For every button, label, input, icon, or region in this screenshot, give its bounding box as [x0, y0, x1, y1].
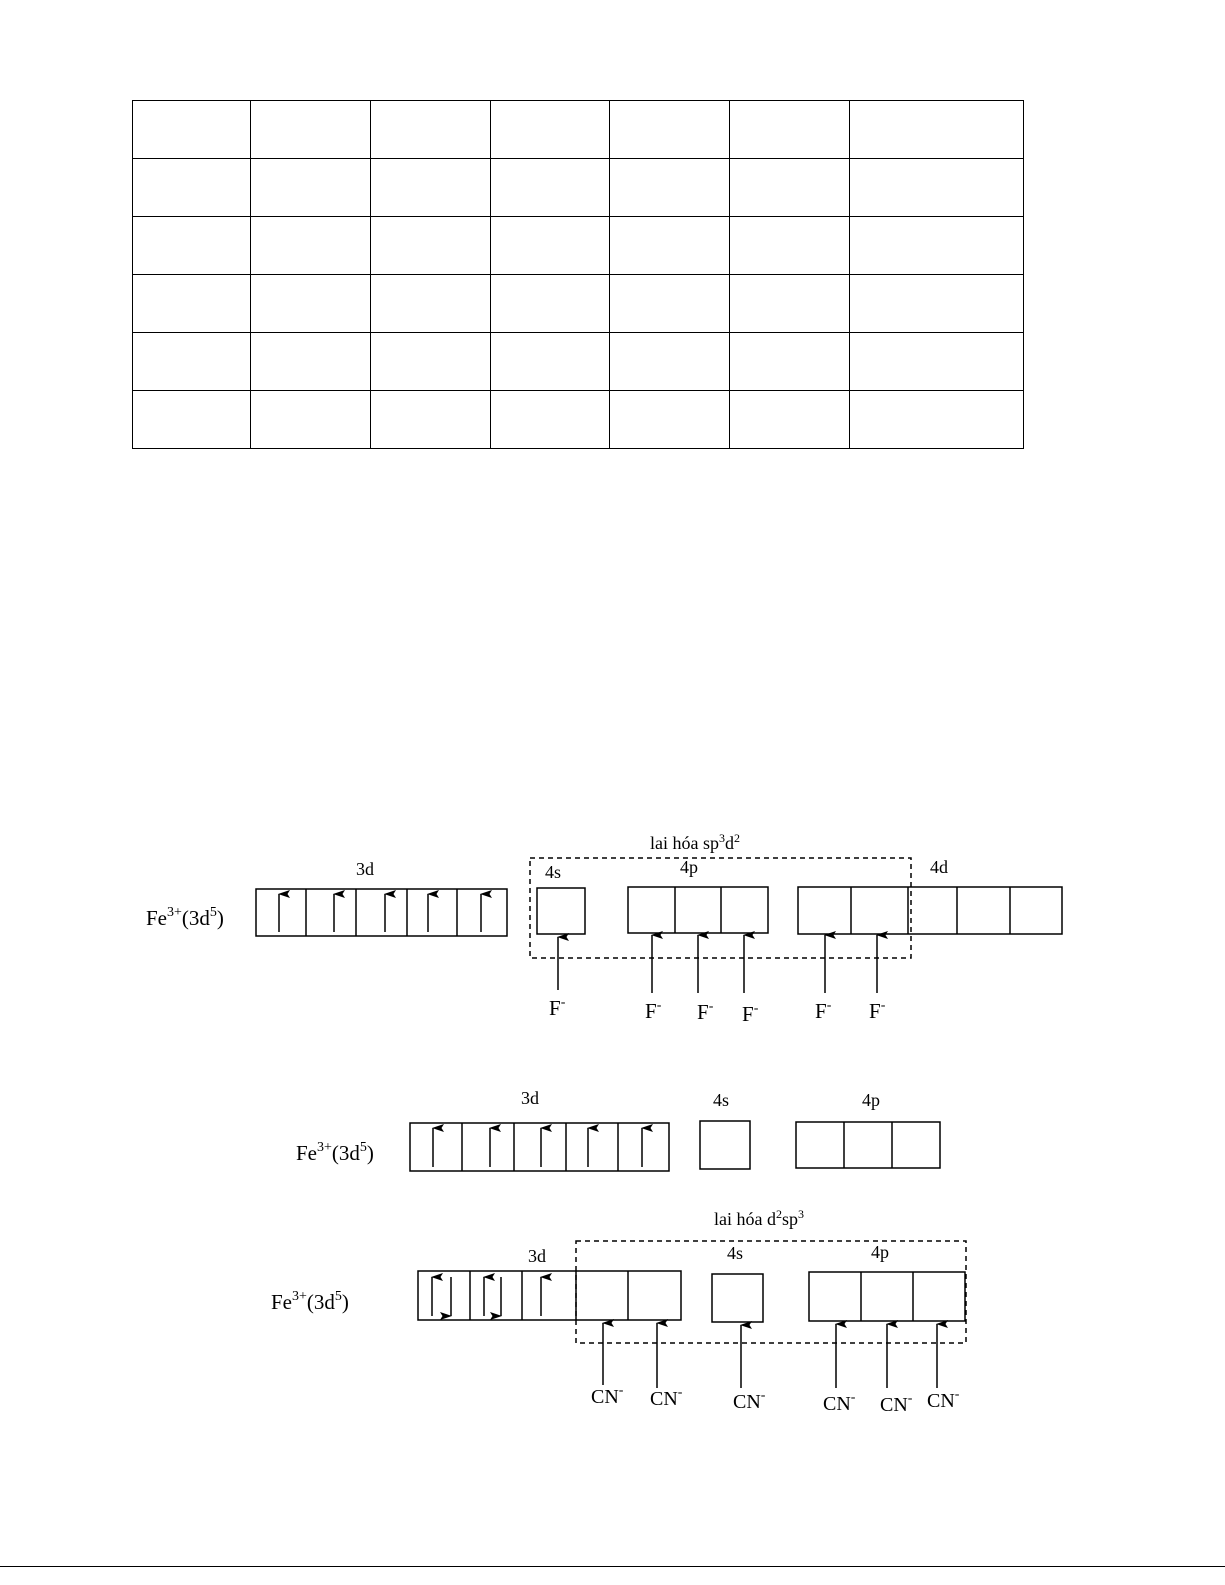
fe-free-4p-boxes [796, 1122, 940, 1168]
orbital-box-group [256, 889, 507, 936]
fe-free-3d-label: 3d [521, 1088, 539, 1108]
fe-f-3d-label: 3d [356, 859, 374, 879]
orbital-box-group [798, 887, 1062, 934]
ligand-label: CN- [823, 1390, 856, 1415]
ligand-label: F- [815, 998, 832, 1023]
fe-cn-4s-box [712, 1274, 763, 1322]
fe-free-3d-boxes [410, 1123, 669, 1171]
fe-f-4s-box [537, 888, 585, 934]
ligand-label: F- [549, 995, 566, 1020]
orbital-box-group [809, 1272, 965, 1321]
fe-cn-4p-label: 4p [871, 1242, 889, 1262]
fe-f-4p-boxes [628, 887, 768, 933]
ligand-label: CN- [591, 1383, 624, 1408]
fe-f-4p-label: 4p [680, 857, 698, 877]
ligand-label: F- [645, 998, 662, 1023]
ligand-label: F- [697, 999, 714, 1024]
ligand-label: F- [742, 1001, 759, 1026]
orbital-box-group [410, 1123, 669, 1171]
fe-f-ion-label: $Fe^{3+}(3d^5)$ [146, 905, 224, 930]
fe-cn-hybrid-region [576, 1241, 966, 1343]
fe-f-3d-boxes [256, 889, 507, 936]
fe-free-4s-label: 4s [713, 1090, 730, 1110]
ligand-label: CN- [927, 1387, 960, 1412]
ligand-label: CN- [880, 1391, 913, 1416]
fe-cn-3d-boxes [418, 1271, 681, 1320]
fe-cn-ion-label: $Fe^{3+}(3d^5)$ [271, 1289, 349, 1314]
ligand-label: CN- [733, 1388, 766, 1413]
fe-free-4s-box [700, 1121, 750, 1169]
ligand-label: CN- [650, 1385, 683, 1410]
fe-f-4d-boxes [798, 887, 1062, 934]
orbital-box-group [418, 1271, 681, 1320]
fe-free-diagram [296, 1088, 940, 1171]
fe-cn-3d-label: 3d [528, 1246, 546, 1266]
orbital-box-group [628, 887, 768, 933]
fe-cn-4p-boxes [809, 1272, 965, 1321]
page-bottom-rule [0, 1566, 1225, 1567]
fe-cn-hybrid-label: lai hóa $d^2sp^3$ [714, 1207, 804, 1229]
fe-free-ion-label: $Fe^{3+}(3d^5)$ [296, 1140, 374, 1165]
ligand-label: F- [869, 998, 886, 1023]
fe-cn-diagram [271, 1207, 966, 1416]
fe-free-4p-label: 4p [862, 1090, 880, 1110]
fe-f-diagram [146, 831, 1062, 1026]
fe-cn-4s-label: 4s [727, 1243, 744, 1263]
fe-f-4s-label: 4s [545, 862, 562, 882]
orbital-box-group [796, 1122, 940, 1168]
fe-f-hybrid-label: lai hóa $sp^3d^2$ [650, 831, 740, 853]
fe-f-4d-label: 4d [930, 857, 948, 877]
